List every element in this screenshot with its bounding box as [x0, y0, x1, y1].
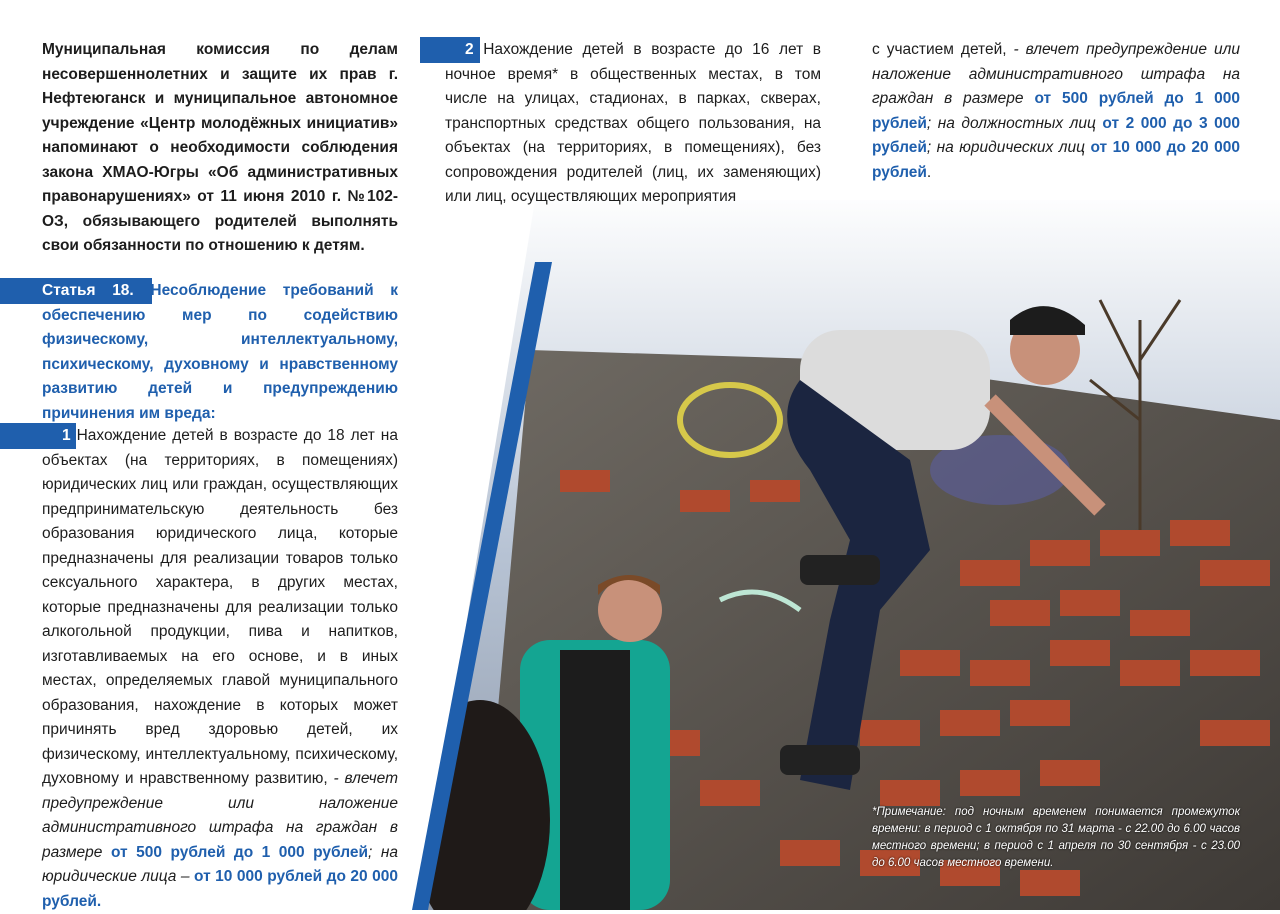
item2-number: 2: [465, 41, 474, 58]
item2-penalty-a: - влечет предупреждение или наложение административного штрафа на граждан в размере: [872, 41, 1240, 107]
item1-text: Нахождение детей в возрасте до 18 лет на объектах (на территориях, в помещениях) юридических лиц или граждан, осуществляющих предпринимательскую деятельность без образования юридического лица, которые предназначены для реализации товаров только сексуального характера, в других местах, которые предназначены для реализации только алкогольной продукции, пива и напитков, изготавливаемых на его основе, и в иных местах, определяемых главой муниципального образования, нахождение в которых может причинять вред здоровью детей, их физическому, интеллектуальному, психическому, духовному и нравственному развитию,: [42, 427, 398, 787]
item2-amount-b: от 2 000 до 3 000 рублей: [872, 114, 1240, 156]
item2-continued: [872, 38, 1240, 185]
item2-cont-text: с участием детей,: [872, 41, 1007, 58]
item2-end: .: [926, 163, 932, 181]
intro-paragraph: Муниципальная комиссия по делам несовершеннолетних и защите их прав г. Нефтеюганск и муниципальное автономное учреждение «Центр молодёжных инициатив» напоминают о необходимости соблюдения закона ХМАО-Югры «Об административных правонарушениях» от 11 июня 2010 г. №102-ОЗ, обязывающего родителей выполнять свои обязанности по отношению к детям.: [42, 41, 398, 254]
item2-penalty-c: ; на юридических лиц: [926, 139, 1085, 156]
item1-penalty-a: - влечет предупреждение или наложение административного штрафа на граждан в размере: [42, 770, 398, 861]
item1-amount-b: от 10 000 рублей до 20 000 рублей.: [42, 868, 398, 910]
article-heading: [42, 279, 398, 426]
item2-amount-c: от 10 000 до 20 000 рублей: [872, 139, 1241, 181]
item2-paragraph: [445, 38, 821, 210]
item1-paragraph: [42, 424, 398, 914]
night-time-footnote: *Примечание: под ночным временем понимается промежуток времени: в период с 1 октября по 31 марта - с 22.00 до 6.00 часов местного времени; в период с 1 апреля по 30 сентября - с 23.00 до 6.00 часов местного времени.: [872, 806, 1240, 869]
item1-number: 1: [62, 427, 71, 444]
item1-amount-a: от 500 рублей до 1 000 рублей: [110, 843, 369, 861]
article-title: Несоблюдение требований к обеспечению мер по содействию физическому, интеллектуальному, психическому, духовному и нравственному развитию детей и предупреждению причинения им вреда:: [42, 282, 398, 422]
item1-penalty-b: ; на юридические лица –: [42, 843, 399, 885]
article-label: Статья 18.: [42, 282, 134, 299]
item2-penalty-b: ; на должностных лиц: [926, 114, 1096, 132]
item2-text: Нахождение детей в возрасте до 16 лет в ночное время* в общественных местах, в том числе на улицах, стадионах, в парках, скверах, транспортных средствах общего пользования, на объектах (на территориях, в помещениях), без сопровождения родителей (лиц, их заменяющих) или лиц, осуществляющих мероприятия: [445, 41, 821, 205]
item2-amount-a: от 500 рублей до 1 000 рублей: [872, 90, 1241, 132]
